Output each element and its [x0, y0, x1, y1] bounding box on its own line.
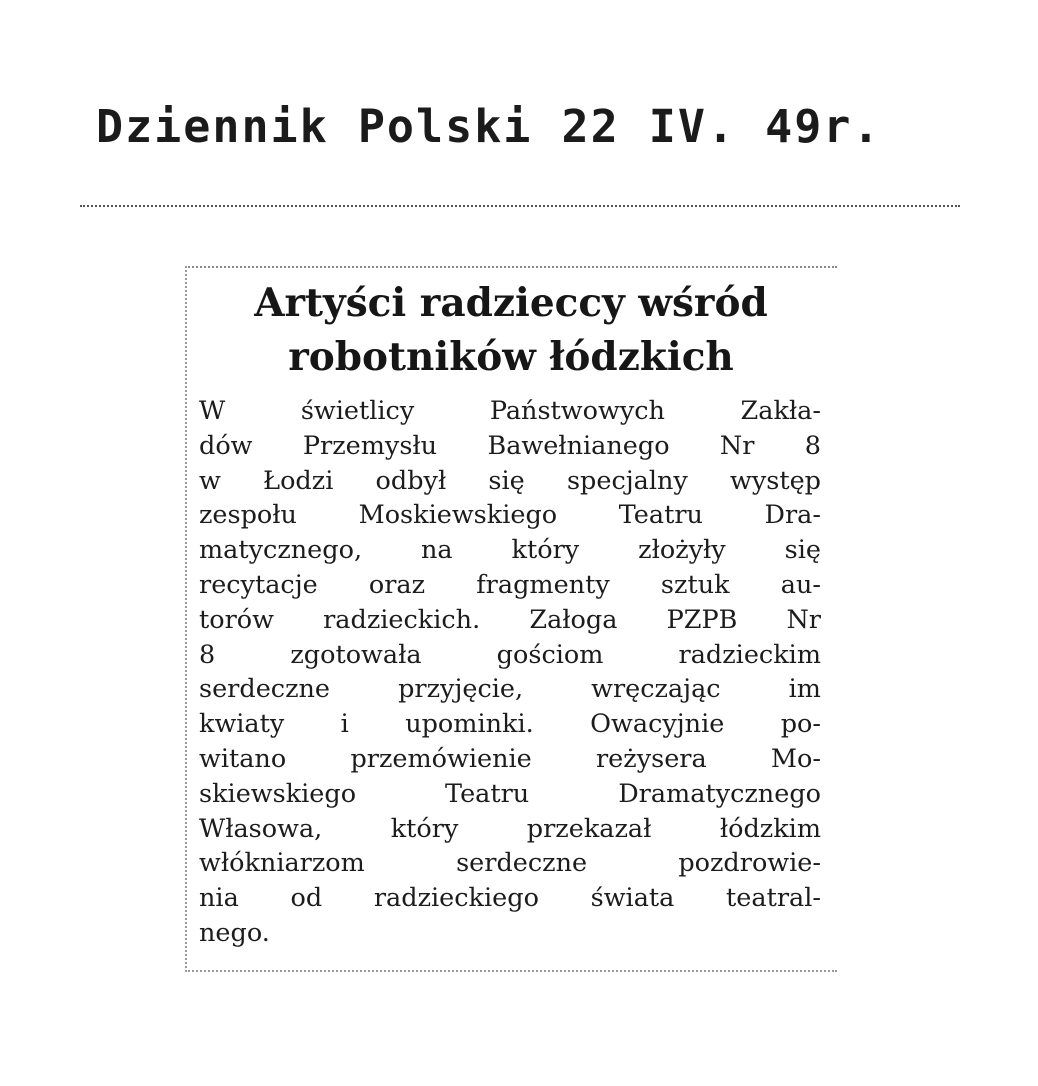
- body-line: recytacje oraz fragmenty sztuk au-: [199, 569, 821, 600]
- body-line: witano przemówienie reżysera Mo-: [199, 743, 821, 774]
- body-line: kwiaty i upominki. Owacyjnie po-: [199, 709, 821, 740]
- newspaper-clipping: [185, 266, 837, 976]
- body-line: skiewskiego Teatru Dramatycznego: [199, 778, 821, 809]
- body-line: w Łodzi odbył się specjalny występ: [199, 465, 821, 496]
- body-line: serdeczne przyjęcie, wręczając im: [199, 674, 821, 705]
- body-line: matycznego, na który złożyły się: [199, 535, 821, 566]
- body-line: nia od radzieckiego świata teatral-: [199, 883, 821, 914]
- body-line: torów radzieckich. Załoga PZPB Nr: [199, 604, 821, 635]
- clipping-bottom-edge: [185, 970, 837, 972]
- article-body: [199, 394, 821, 951]
- headline-line: robotników łódzkich: [288, 334, 734, 380]
- body-line: 8 zgotowała gościom radzieckim: [199, 639, 821, 670]
- body-line: Własowa, który przekazał łódzkim: [199, 813, 821, 844]
- body-line: W świetlicy Państwowych Zakła-: [199, 396, 821, 426]
- headline-line: Artyści radzieccy wśród: [254, 280, 768, 326]
- article-headline: [195, 276, 827, 384]
- body-line: dów Przemysłu Bawełnianego Nr 8: [199, 430, 821, 461]
- typed-source-header: Dziennik Polski 22 IV. 49r.: [96, 100, 882, 153]
- body-line: nego.: [199, 917, 270, 948]
- header-divider: [80, 205, 960, 207]
- clipping-top-edge: [185, 266, 837, 268]
- clipping-left-edge: [185, 266, 187, 972]
- body-line: zespołu Moskiewskiego Teatru Dra-: [199, 500, 821, 531]
- body-line: włókniarzom serdeczne pozdrowie-: [199, 848, 821, 879]
